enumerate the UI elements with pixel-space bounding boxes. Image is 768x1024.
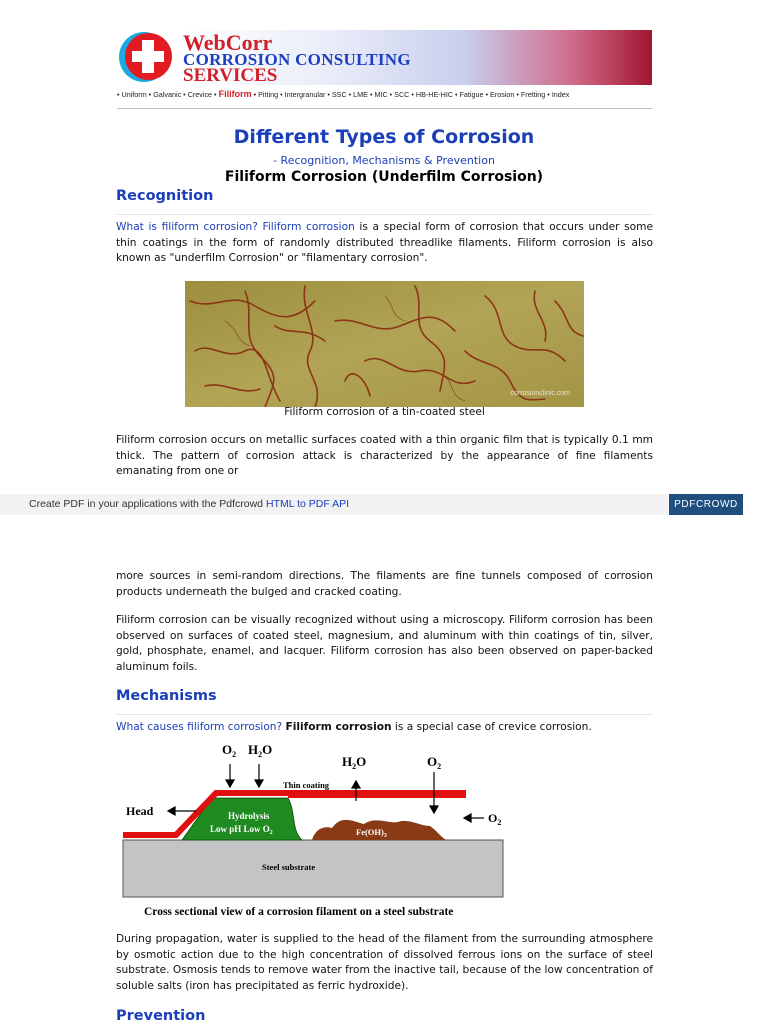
label-head: Head bbox=[126, 804, 154, 818]
label-low-ph-low-o2: Low pH Low $O_2$ bbox=[210, 824, 273, 836]
label-o2-right: $O_2$ bbox=[427, 754, 442, 771]
nav-separator: • bbox=[117, 90, 122, 99]
pdfcrowd-button[interactable]: PDFCROWD bbox=[669, 494, 743, 515]
mechanisms-paragraph: During propagation, water is supplied to the head of the filament from the surrounding atmosphere by osmotic action due to the high concentration of dissolved ferrous ions on the surface of steel substrate. Osmosis tends to remove water from the inactive tail, because of the low concentration of soluble salts (iron has precipitated as ferric hydroxide). bbox=[116, 933, 653, 992]
article-heading: Filiform Corrosion (Underfilm Corrosion) bbox=[224, 169, 544, 185]
nav-separator: • bbox=[453, 90, 460, 99]
nav-item-mic[interactable]: MIC bbox=[374, 90, 388, 99]
nav-separator: • bbox=[387, 90, 395, 99]
photo-watermark: corrosionclinic.com bbox=[510, 390, 570, 397]
recognition-paragraph-2-continued: more sources in semi-random directions. The filaments are fine tunnels composed of corrosion products underneath the bulged and cracked coating. bbox=[116, 570, 653, 598]
nav-separator: • bbox=[367, 90, 375, 99]
nav-item-index[interactable]: Index bbox=[551, 90, 570, 99]
html-to-pdf-api-link[interactable]: HTML to PDF API bbox=[265, 498, 349, 510]
nav-separator: • bbox=[181, 90, 188, 99]
label-o2-side: $O_2$ bbox=[488, 811, 502, 827]
nav-separator: • bbox=[251, 90, 259, 99]
label-feoh3: $Fe(OH)_3$ bbox=[356, 827, 387, 839]
label-h2o-right: $H_2O$ bbox=[342, 754, 367, 771]
thin-coating-right bbox=[288, 793, 466, 798]
nav-item-crevice[interactable]: Crevice bbox=[187, 90, 213, 99]
nav-item-galvanic[interactable]: Galvanic bbox=[153, 90, 182, 99]
diagram-caption: Cross sectional view of a corrosion filament on a steel substrate bbox=[144, 906, 454, 918]
nav-separator: • bbox=[146, 90, 154, 99]
logo-cross-horizontal bbox=[132, 51, 164, 62]
pdf-footer-text: Create PDF in your applications with the Pdfcrowd HTML to PDF API bbox=[29, 498, 349, 510]
nav-separator: • bbox=[278, 90, 285, 99]
photo-illustration bbox=[185, 281, 584, 407]
nav-separator: • bbox=[212, 90, 219, 99]
filament-cross-section-diagram bbox=[116, 742, 516, 922]
nav-item-ssc[interactable]: SSC bbox=[331, 90, 347, 99]
brand-tagline: CORROSION CONSULTING bbox=[183, 50, 411, 69]
page-title: Different Types of Corrosion bbox=[233, 126, 535, 148]
nav-separator: • bbox=[409, 90, 416, 99]
nav-separator: • bbox=[346, 90, 354, 99]
mechanisms-intro: What causes filiform corrosion? Filiform corrosion is a special case of crevice corrosion. bbox=[116, 721, 592, 733]
recognition-paragraph-2: Filiform corrosion occurs on metallic surfaces coated with a thin organic film that is typically 0.1 mm thick. The pattern of corrosion attack is characterized by the appearance of fine filaments emanating from one or bbox=[116, 434, 653, 477]
label-steel-substrate: Steel substrate bbox=[262, 862, 316, 872]
nav-item-intergranular[interactable]: Intergranular bbox=[284, 90, 326, 99]
nav-separator: • bbox=[325, 90, 332, 99]
what-is-filiform-link[interactable]: What is filiform corrosion? Filiform corrosion bbox=[116, 221, 355, 233]
nav-item-filiform[interactable]: Filiform bbox=[218, 89, 252, 99]
filiform-corrosion-photo bbox=[185, 281, 584, 407]
label-hydrolysis: Hydrolysis bbox=[228, 811, 270, 821]
nav-separator: • bbox=[545, 90, 552, 99]
label-h2o-left: $H_2O$ bbox=[248, 742, 273, 759]
brand-services: SERVICES bbox=[183, 65, 278, 86]
recognition-intro: What is filiform corrosion? Filiform corrosion is a special form of corrosion that occurs under some thin coatings in the form of randomly distributed threadlike filaments. Filiform corrosion is also known as "underfilm Corrosion" or "filamentary corrosion". bbox=[116, 221, 653, 264]
page-subtitle: - Recognition, Mechanisms & Prevention bbox=[273, 154, 495, 167]
section-heading-recognition: Recognition bbox=[116, 188, 214, 204]
nav-item-hb-he-hic[interactable]: HB-HE-HIC bbox=[415, 90, 454, 99]
nav-item-pitting[interactable]: Pitting bbox=[258, 90, 279, 99]
photo-caption: Filiform corrosion of a tin-coated steel bbox=[284, 406, 485, 418]
site-banner[interactable] bbox=[117, 30, 652, 85]
nav-divider bbox=[117, 108, 652, 109]
nav-item-fretting[interactable]: Fretting bbox=[520, 90, 546, 99]
recognition-paragraph-3: Filiform corrosion can be visually recognized without using a microscopy. Filiform corrosion has been observed on surfaces of coated steel, magnesium, and aluminum with thin coatings of tin, silver, gold, phosphate, enamel, and lacquer. Filiform corrosion has also been observed on paper-backed aluminum foils. bbox=[116, 614, 653, 673]
what-causes-link[interactable]: What causes filiform corrosion? bbox=[116, 721, 283, 733]
nav-separator: • bbox=[514, 90, 521, 99]
brand-name: WebCorr bbox=[183, 30, 273, 55]
pdf-footer-bar bbox=[0, 494, 668, 515]
nav-item-scc[interactable]: SCC bbox=[394, 90, 410, 99]
section-divider bbox=[116, 214, 653, 215]
nav-item-erosion[interactable]: Erosion bbox=[490, 90, 515, 99]
section-heading-prevention: Prevention bbox=[116, 1008, 206, 1024]
section-heading-mechanisms: Mechanisms bbox=[116, 688, 217, 704]
corrosion-type-nav bbox=[117, 89, 652, 99]
nav-separator: • bbox=[483, 90, 491, 99]
nav-item-lme[interactable]: LME bbox=[353, 90, 368, 99]
nav-item-uniform[interactable]: Uniform bbox=[121, 90, 147, 99]
label-thin-coating: Thin coating bbox=[283, 780, 330, 790]
nav-item-fatigue[interactable]: Fatigue bbox=[459, 90, 484, 99]
label-o2-left: $O_2$ bbox=[222, 742, 237, 759]
section-divider bbox=[116, 714, 653, 715]
